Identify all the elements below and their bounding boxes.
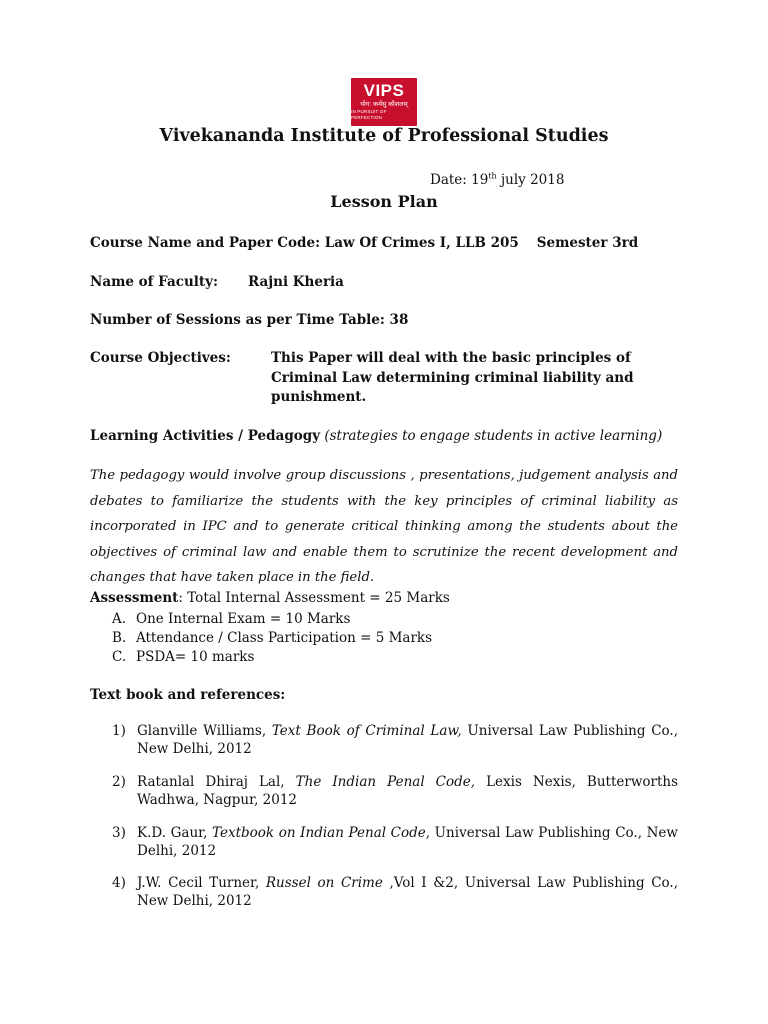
reference-author: K.D. Gaur, [137,825,213,841]
course-line [90,235,638,251]
reference-title: The Indian Penal Code, [295,774,476,790]
date-suffix: july 2018 [496,172,565,188]
references-title: Text book and references: [90,687,286,703]
learning-note: (strategies to engage students in active learning) [324,428,663,444]
list-item-text: One Internal Exam = 10 Marks [136,611,351,627]
faculty-label: Name of Faculty: [90,274,218,290]
list-marker: A. [112,611,127,627]
list-item [112,648,432,667]
list-item-text: PSDA= 10 marks [136,649,255,665]
reference-item [112,723,678,758]
list-marker: B. [112,630,127,646]
sessions-count: Number of Sessions as per Time Table: 38 [90,312,409,328]
semester: Semester 3rd [536,235,639,251]
reference-item [112,825,678,860]
reference-number: 2) [112,774,126,790]
reference-number: 4) [112,875,126,891]
learning-activities-heading [90,428,662,444]
reference-title: Russel on Crime [265,875,390,891]
reference-author: J.W. Cecil Turner, [137,875,266,891]
logo-tagline: IN PURSUIT OF PERFECTION [351,109,387,120]
assessment-total: : Total Internal Assessment = 25 Marks [178,590,450,606]
reference-number: 3) [112,825,126,841]
date-prefix: Date: 19 [430,172,489,188]
vips-logo [351,78,417,126]
date-sup: th [488,171,497,181]
list-item [112,629,432,648]
reference-author: Glanville Williams, [137,723,272,739]
reference-publisher: ,Vol I &2, Universal Law Publishing Co., New Delhi, 2012 [137,875,678,909]
reference-author: Ratanlal Dhiraj Lal, [137,774,296,790]
reference-number: 1) [112,723,126,739]
reference-title: Textbook on Indian Penal Code [212,825,426,841]
list-item [112,610,432,629]
reference-publisher: Lexis Nexis, Butterworths Wadhwa, Nagpur, 2012 [137,774,678,808]
objectives-label: Course Objectives: [90,350,231,366]
reference-publisher: Universal Law Publishing Co., New Delhi, 2012 [137,723,678,757]
objectives-text: This Paper will deal with the basic principles of Criminal Law determining criminal liability and punishment. [271,350,634,405]
course-name: Course Name and Paper Code: Law Of Crimes I, LLB 205 [90,235,519,251]
assessment-list [112,610,432,667]
reference-item [112,774,678,809]
reference-item [112,875,678,910]
date-line [430,172,564,188]
logo-motto: योग: कर्मसु कौशलम् [360,101,408,108]
assessment-heading [90,590,450,606]
page-title: Lesson Plan [330,192,438,211]
learning-label: Learning Activities / Pedagogy [90,428,321,444]
reference-title: Text Book of Criminal Law, [271,723,462,739]
list-marker: C. [112,649,127,665]
pedagogy-paragraph: The pedagogy would involve group discussions , presentations, judgement analysis and debates to familiarize the students with the key principles of criminal liability as incorporated in IPC and to generate critical thinking among the students about the objectives of criminal law and enable them to scrutinize the recent development and changes that have taken place in the field. [90,468,678,585]
logo-text: VIPS [363,81,405,100]
reference-publisher: , Universal Law Publishing Co., New Delhi, 2012 [137,825,678,859]
faculty-name: Rajni Kheria [248,274,344,290]
assessment-label: Assessment [90,590,179,606]
list-item-text: Attendance / Class Participation = 5 Marks [136,630,433,646]
institute-title: Vivekananda Institute of Professional Studies [159,126,609,146]
